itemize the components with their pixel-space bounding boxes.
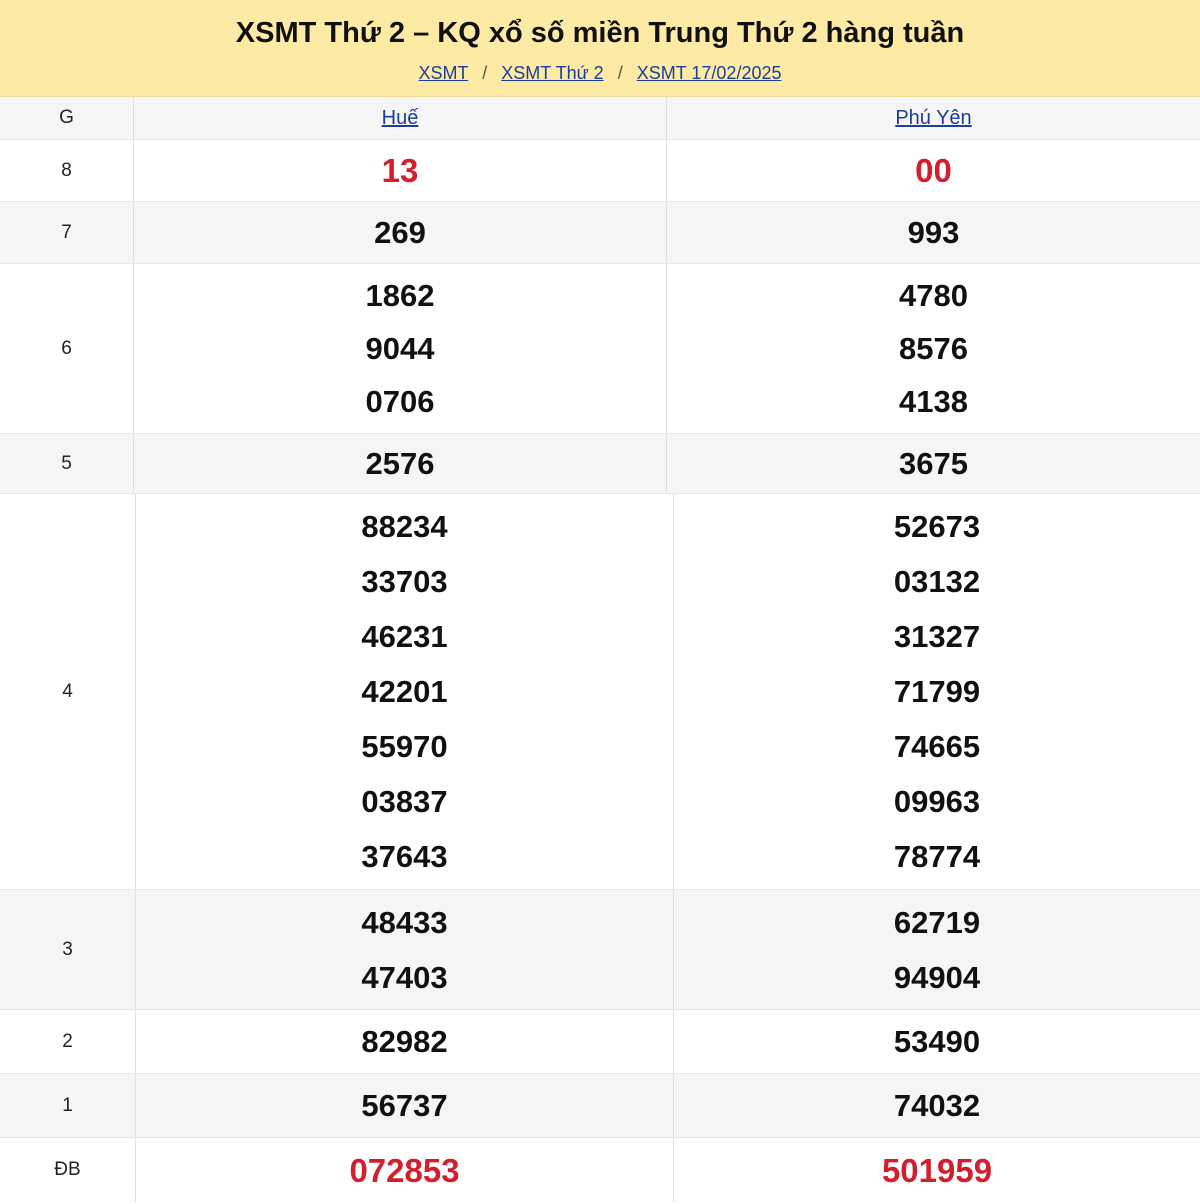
special-result-number: 501959 [881, 1151, 993, 1189]
result-number: 56737 [361, 1088, 448, 1123]
result-number: 53490 [893, 1024, 981, 1059]
prize-row-special [0, 1138, 1200, 1202]
result-number: 09963 [893, 784, 981, 819]
breadcrumb-xsmt-link[interactable]: XSMT [418, 63, 469, 83]
prize-label-cell [0, 202, 134, 263]
page-title: XSMT Thứ 2 – KQ xổ số miền Trung Thứ 2 hàng tuần [235, 17, 965, 49]
prize-row-7 [0, 202, 1200, 264]
prize-row-8 [0, 140, 1200, 202]
result-number: 4138 [899, 384, 968, 419]
special-result-number: 072853 [349, 1151, 460, 1189]
phu-yen-result-cell [667, 202, 1200, 263]
result-number: 9044 [365, 331, 435, 366]
result-number: 33703 [361, 564, 448, 599]
column-header-hue [134, 97, 667, 139]
province-link-phu-yen[interactable]: Phú Yên [895, 106, 972, 129]
prize-row-3 [0, 890, 1200, 1010]
prize-label-cell [0, 890, 136, 1009]
hue-result-cell [134, 202, 667, 263]
prize-label-cell [0, 264, 134, 433]
prize-label-cell [0, 140, 134, 201]
prize-label-cell [0, 1074, 136, 1137]
hue-result-cell [134, 434, 667, 493]
result-number: 2576 [365, 446, 435, 481]
hue-result-cell [136, 494, 674, 889]
phu-yen-result-cell [674, 1010, 1200, 1073]
result-number: 269 [374, 215, 426, 250]
phu-yen-result-cell [667, 264, 1200, 433]
result-number: 82982 [361, 1024, 448, 1059]
result-number: 13 [381, 152, 419, 189]
result-number: 1862 [365, 278, 435, 313]
result-number: 46231 [361, 619, 448, 654]
result-number: 03837 [361, 784, 448, 819]
phu-yen-result-cell [674, 494, 1200, 889]
hue-result-cell [134, 264, 667, 433]
page-header [0, 0, 1200, 97]
hue-result-cell [136, 890, 674, 1009]
prize-row-6 [0, 264, 1200, 434]
prize-row-4 [0, 494, 1200, 890]
prize-label: 5 [61, 452, 72, 474]
province-link-hue[interactable]: Huế [381, 106, 419, 129]
result-number: 4780 [899, 278, 968, 313]
result-number: 74032 [893, 1088, 981, 1123]
prize-row-1 [0, 1074, 1200, 1138]
hue-result-cell [136, 1138, 674, 1202]
prize-label: 3 [62, 938, 73, 960]
result-number: 71799 [893, 674, 981, 709]
prize-label: ĐB [54, 1159, 81, 1180]
result-number: 47403 [361, 959, 448, 995]
prize-label: 7 [61, 221, 72, 243]
prize-label: 6 [61, 337, 72, 359]
prize-label-cell [0, 1138, 136, 1202]
phu-yen-result-cell [674, 1138, 1200, 1202]
result-number: 993 [907, 215, 960, 250]
result-number: 78774 [893, 839, 981, 874]
result-number: 37643 [361, 839, 448, 874]
prize-row-5 [0, 434, 1200, 494]
phu-yen-result-cell [667, 434, 1200, 493]
result-number: 3675 [899, 446, 968, 481]
breadcrumb-date-link[interactable]: XSMT 17/02/2025 [636, 63, 782, 83]
result-number: 03132 [893, 564, 981, 599]
prize-label: 4 [62, 680, 73, 702]
result-number: 62719 [893, 904, 981, 940]
prize-label: 2 [62, 1030, 73, 1052]
prize-label-cell [0, 494, 136, 889]
column-header-label: G [59, 107, 74, 128]
prize-label-cell [0, 434, 134, 493]
result-number: 00 [915, 152, 952, 189]
result-number: 31327 [893, 619, 981, 654]
prize-label-cell [0, 1010, 136, 1073]
phu-yen-result-cell [674, 890, 1200, 1009]
breadcrumb-separator: / [617, 63, 623, 83]
hue-result-cell [136, 1010, 674, 1073]
column-header-phu-yen [667, 97, 1200, 139]
breadcrumb-separator: / [482, 63, 488, 83]
breadcrumb [0, 62, 1200, 84]
result-number: 74665 [893, 729, 981, 764]
column-header-prize [0, 97, 134, 139]
result-number: 88234 [361, 509, 448, 544]
phu-yen-result-cell [674, 1074, 1200, 1137]
phu-yen-result-cell [667, 140, 1200, 201]
prize-label: 8 [61, 159, 72, 181]
result-number: 42201 [361, 674, 448, 709]
result-number: 0706 [365, 384, 435, 419]
result-number: 94904 [893, 959, 981, 995]
breadcrumb-xsmt-thu2-link[interactable]: XSMT Thứ 2 [501, 63, 604, 83]
prize-label: 1 [62, 1094, 73, 1116]
result-number: 55970 [361, 729, 448, 764]
prize-row-2 [0, 1010, 1200, 1074]
result-number: 48433 [361, 904, 448, 940]
hue-result-cell [134, 140, 667, 201]
result-number: 8576 [899, 331, 968, 366]
table-header-row [0, 97, 1200, 140]
hue-result-cell [136, 1074, 674, 1137]
result-number: 52673 [893, 509, 981, 544]
